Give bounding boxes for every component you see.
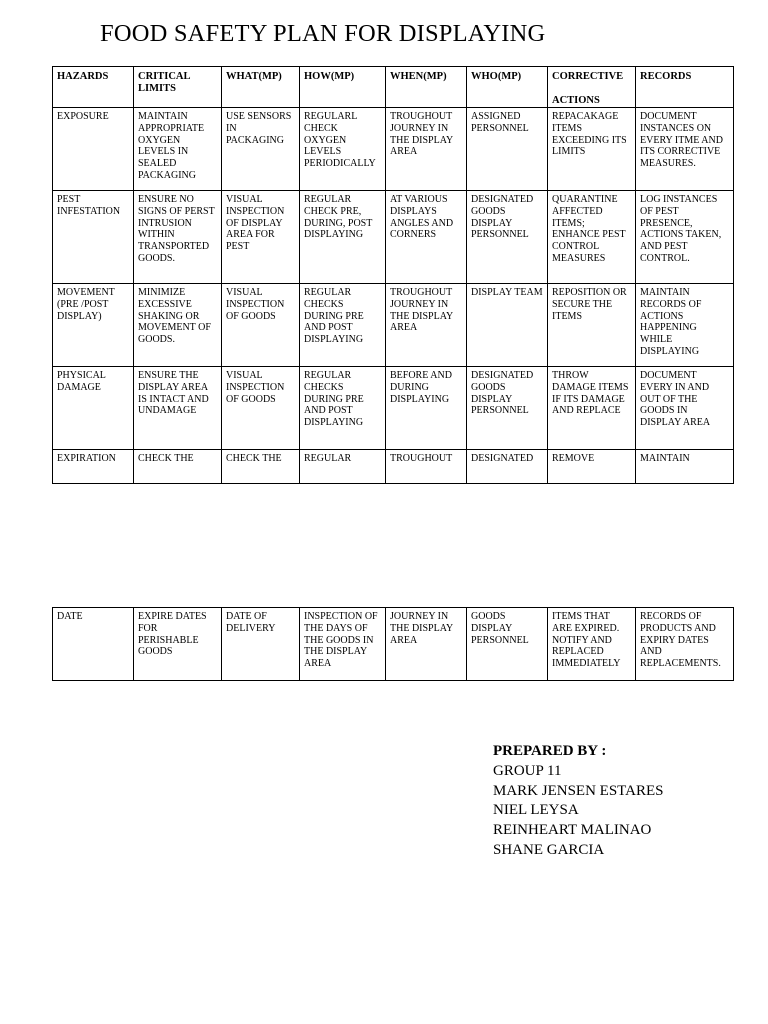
- table-cell: HOW(MP): [300, 67, 386, 108]
- table-cell: REGULAR CHECKS DURING PRE AND POST DISPLAYING: [300, 284, 386, 367]
- table-cell: TROUGHOUT JOURNEY IN THE DISPLAY AREA: [386, 108, 467, 191]
- member-name: SHANE GARCIA: [493, 841, 605, 858]
- table-cell: ENSURE THE DISPLAY AREA IS INTACT AND UNDAMAGE: [134, 367, 222, 450]
- member-name: REINHEART MALINAO: [493, 822, 652, 839]
- table-cell: EXPOSURE: [53, 108, 134, 191]
- table-cell: ASSIGNED PERSONNEL: [467, 108, 548, 191]
- table-cell: REGULARL CHECK OXYGEN LEVELS PERIODICALLY: [300, 108, 386, 191]
- table-cell: DISPLAY TEAM: [467, 284, 548, 367]
- food-safety-table-continued: [52, 607, 734, 681]
- table-cell: DESIGNATED GOODS DISPLAY PERSONNEL: [467, 191, 548, 284]
- table-cell: REGULAR CHECK PRE, DURING, POST DISPLAYING: [300, 191, 386, 284]
- table-cell: REPOSITION OR SECURE THE ITEMS: [548, 284, 636, 367]
- table-cell: BEFORE AND DURING DISPLAYING: [386, 367, 467, 450]
- member-name: NIEL LEYSA: [493, 802, 579, 819]
- table-cell: RECORDS OF PRODUCTS AND EXPIRY DATES AND REPLACEMENTS.: [636, 608, 734, 681]
- member-name: MARK JENSEN ESTARES: [493, 782, 664, 799]
- table-cell: REPACAKAGE ITEMS EXCEEDING ITS LIMITS: [548, 108, 636, 191]
- table-cell: THROW DAMAGE ITEMS IF ITS DAMAGE AND REPLACE: [548, 367, 636, 450]
- food-safety-table: [52, 66, 734, 484]
- table-row: [53, 191, 734, 284]
- table-cell: MOVEMENT (PRE /POST DISPLAY): [53, 284, 134, 367]
- table-cell: ITEMS THAT ARE EXPIRED. NOTIFY AND REPLACED IMMEDIATELY: [548, 608, 636, 681]
- table-cell: VISUAL INSPECTION OF GOODS: [222, 367, 300, 450]
- prepared-by-label: PREPARED BY :: [493, 743, 607, 759]
- table-cell: DOCUMENT EVERY IN AND OUT OF THE GOODS IN DISPLAY AREA: [636, 367, 734, 450]
- table-cell: CHECK THE: [134, 450, 222, 484]
- table-header-row: [53, 67, 734, 108]
- table-cell: MAINTAIN: [636, 450, 734, 484]
- table-cell: MINIMIZE EXCESSIVE SHAKING OR MOVEMENT OF GOODS.: [134, 284, 222, 367]
- table-cell: CORRECTIVE ACTIONS: [548, 67, 636, 108]
- table-cell: MAINTAIN RECORDS OF ACTIONS HAPPENING WHILE DISPLAYING: [636, 284, 734, 367]
- table-cell: HAZARDS: [53, 67, 134, 108]
- prepared-by-block: [493, 742, 664, 861]
- table-cell: ENSURE NO SIGNS OF PERST INTRUSION WITHIN TRANSPORTED GOODS.: [134, 191, 222, 284]
- table-cell: DATE: [53, 608, 134, 681]
- table-cell: MAINTAIN APPROPRIATE OXYGEN LEVELS IN SEALED PACKAGING: [134, 108, 222, 191]
- table-cell: DESIGNATED: [467, 450, 548, 484]
- table-cell: PEST INFESTATION: [53, 191, 134, 284]
- table-cell: CRITICAL LIMITS: [134, 67, 222, 108]
- table-cell: REMOVE: [548, 450, 636, 484]
- table-cell: WHEN(MP): [386, 67, 467, 108]
- table-cell: JOURNEY IN THE DISPLAY AREA: [386, 608, 467, 681]
- group-name: GROUP 11: [493, 762, 562, 779]
- table-cell: VISUAL INSPECTION OF DISPLAY AREA FOR PEST: [222, 191, 300, 284]
- table-cell: LOG INSTANCES OF PEST PRESENCE, ACTIONS TAKEN, AND PEST CONTROL.: [636, 191, 734, 284]
- document-title: FOOD SAFETY PLAN FOR DISPLAYING: [100, 20, 546, 47]
- table-cell: TROUGHOUT: [386, 450, 467, 484]
- table-row: [53, 284, 734, 367]
- table-cell: PHYSICAL DAMAGE: [53, 367, 134, 450]
- table-row: [53, 450, 734, 484]
- table-cell: DATE OF DELIVERY: [222, 608, 300, 681]
- table-cell: GOODS DISPLAY PERSONNEL: [467, 608, 548, 681]
- table-cell: WHO(MP): [467, 67, 548, 108]
- table-cell: QUARANTINE AFFECTED ITEMS; ENHANCE PEST CONTROL MEASURES: [548, 191, 636, 284]
- table-row: [53, 608, 734, 681]
- table-cell: AT VARIOUS DISPLAYS ANGLES AND CORNERS: [386, 191, 467, 284]
- table-cell: TROUGHOUT JOURNEY IN THE DISPLAY AREA: [386, 284, 467, 367]
- table-cell: WHAT(MP): [222, 67, 300, 108]
- table-cell: EXPIRATION: [53, 450, 134, 484]
- table-cell: RECORDS: [636, 67, 734, 108]
- table-row: [53, 108, 734, 191]
- table-cell: USE SENSORS IN PACKAGING: [222, 108, 300, 191]
- table-cell: REGULAR: [300, 450, 386, 484]
- table-cell: DESIGNATED GOODS DISPLAY PERSONNEL: [467, 367, 548, 450]
- table-cell: REGULAR CHECKS DURING PRE AND POST DISPLAYING: [300, 367, 386, 450]
- table-cell: DOCUMENT INSTANCES ON EVERY ITME AND ITS CORRECTIVE MEASURES.: [636, 108, 734, 191]
- table-cell: CHECK THE: [222, 450, 300, 484]
- table-row: [53, 367, 734, 450]
- table-cell: INSPECTION OF THE DAYS OF THE GOODS IN THE DISPLAY AREA: [300, 608, 386, 681]
- table-cell: EXPIRE DATES FOR PERISHABLE GOODS: [134, 608, 222, 681]
- table-cell: VISUAL INSPECTION OF GOODS: [222, 284, 300, 367]
